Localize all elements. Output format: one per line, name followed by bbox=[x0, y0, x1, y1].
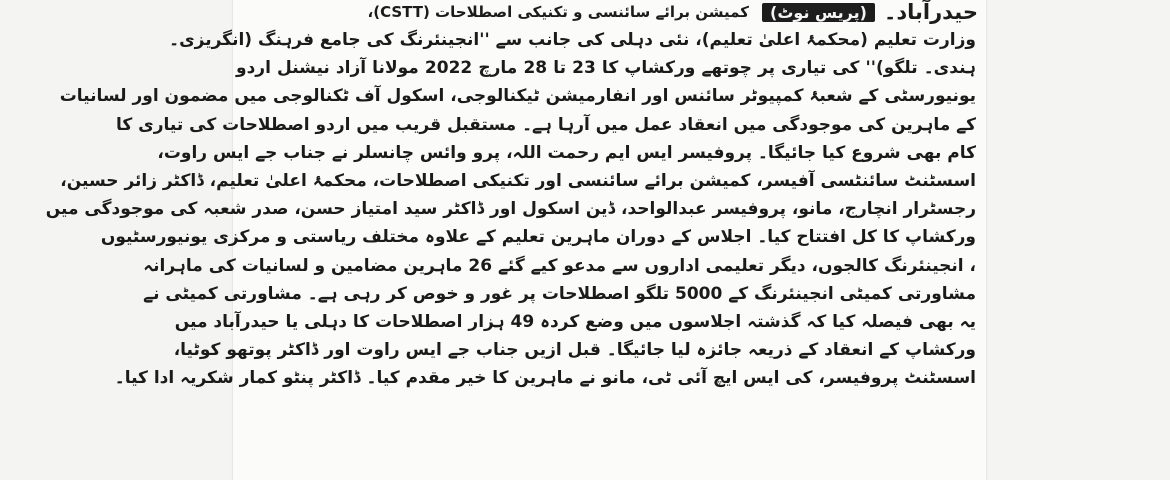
article-line: ہندی۔ تلگو)'' کی تیاری پر چوتھے ورکشاپ کا 23 تا 28 مارچ 2022 مولانا آزاد نیشنل اردو bbox=[236, 58, 976, 79]
article-line: ورکشاپ کا کل افتتاح کیا۔ اجلاس کے دوران ماہرین تعلیم کے علاوہ مختلف ریاستی و مرکزی یونیورسٹیوں bbox=[100, 227, 976, 248]
article-heading bbox=[368, 0, 978, 26]
article-line: ورکشاپ کے انعقاد کے ذریعہ جائزہ لیا جائیگا۔ قبل ازیں جناب جے ایس راوت اور ڈاکٹر پوتھو کوٹیا، bbox=[173, 340, 976, 361]
article-line: ، انجینئرنگ کالجوں، دیگر تعلیمی اداروں سے مدعو کیے گئے 26 ماہرین مضامین و لسانیات کی ماہرانہ bbox=[143, 255, 976, 276]
article-line: مشاورتی کمیٹی انجینئرنگ کے 5000 تلگو اصطلاحات پر غور و خوص کر رہی ہے۔ مشاورتی کمیٹی نے bbox=[143, 283, 976, 304]
press-note-label: (پریس نوٹ) bbox=[762, 3, 875, 22]
article-line: اسسٹنٹ پروفیسر، کی ایس ایچ آئی ٹی، مانو نے ماہرین کا خیر مقدم کیا۔ ڈاکٹر پنٹو کمار شکریہ ادا کیا۔ bbox=[114, 368, 976, 389]
article-line: اسسٹنٹ سائنٹسی آفیسر، کمیشن برائے سائنسی اور تکنیکی اصطلاحات، محکمۂ اعلیٰ تعلیم، ڈاکٹر زائر حسین، bbox=[60, 170, 976, 191]
article-subtitle: کمیشن برائے سائنسی و تکنیکی اصطلاحات (CSTT)، bbox=[367, 3, 749, 21]
dateline-city: حیدرآباد۔ bbox=[884, 0, 978, 24]
clipping-right-edge bbox=[986, 0, 987, 480]
article-body bbox=[45, 26, 976, 392]
article-line: وزارت تعلیم (محکمۂ اعلیٰ تعلیم)، نئی دہلی کی جانب سے ''انجینئرنگ کی جامع فرہنگ (انگریزی۔ bbox=[169, 30, 976, 50]
article-line: رجسٹرار انچارج، مانو، پروفیسر عبدالواحد، ڈین اسکول اور ڈاکٹر سید امتیاز حسن، صدر شعبہ کی موجودگی میں bbox=[45, 199, 976, 220]
article-line: یونیورسٹی کے شعبۂ کمپیوٹر سائنس اور انفارمیشن ٹیکنالوجی، اسکول آف ٹکنالوجی میں مضمون اور لسانیات bbox=[59, 86, 976, 107]
article-line: کے ماہرین کی موجودگی میں انعقاد عمل میں آرہا ہے۔ مستقبل قریب میں اردو اصطلاحات کی تیاری کا bbox=[115, 114, 976, 135]
article-line: کام بھی شروع کیا جائیگا۔ پروفیسر ایس ایم رحمت اللہ، پرو وائس چانسلر نے جناب جے ایس راوت، bbox=[157, 142, 976, 163]
article-line: یہ بھی فیصلہ کیا کہ گذشتہ اجلاسوں میں وضع کردہ 49 ہزار اصطلاحات کا دہلی یا حیدرآباد میں bbox=[174, 311, 976, 332]
